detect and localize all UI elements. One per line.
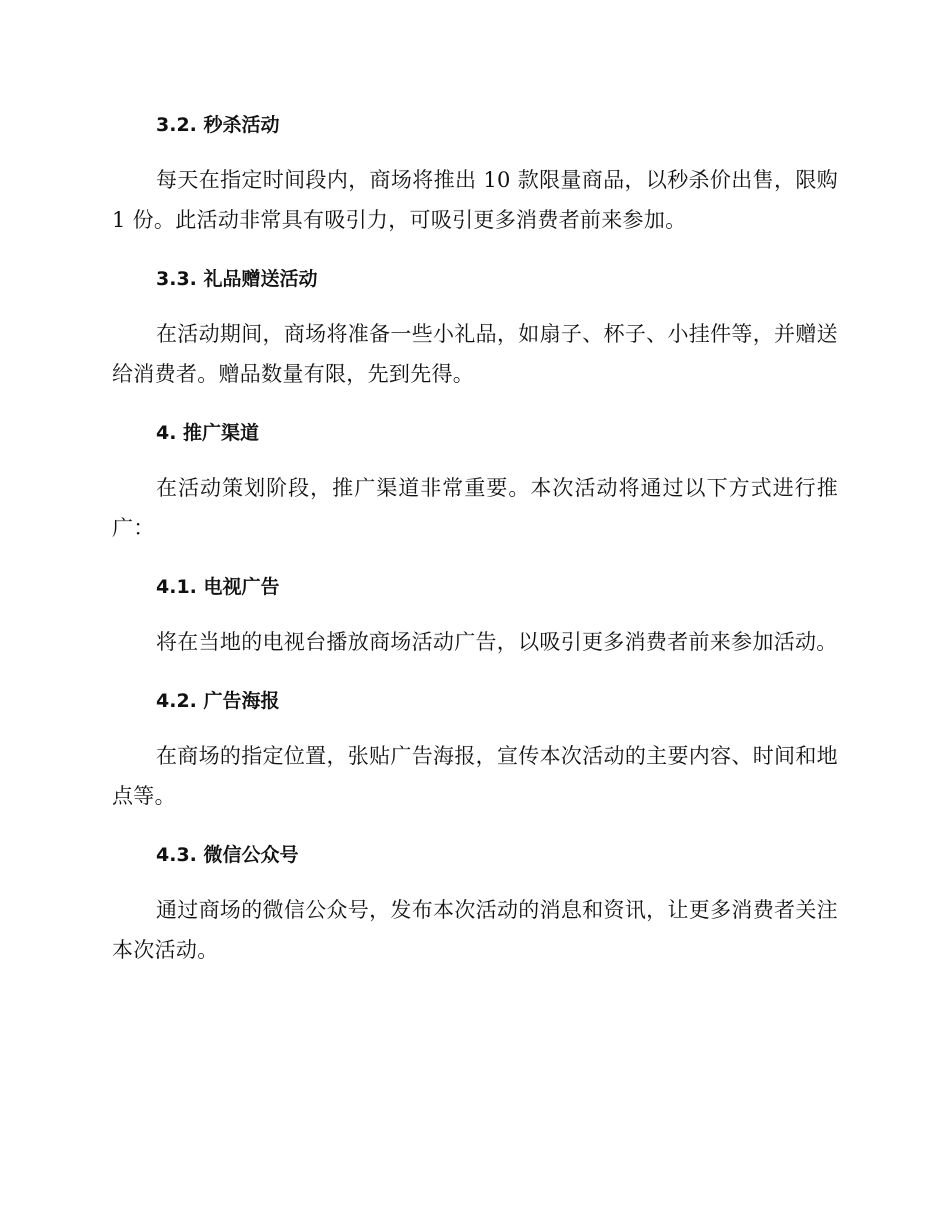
- section-posters: [112, 684, 838, 816]
- section-paragraph: 在商场的指定位置，张贴广告海报，宣传本次活动的主要内容、时间和地点等。: [112, 744, 838, 808]
- section-gift: [112, 262, 838, 394]
- section-paragraph: 每天在指定时间段内，商场将推出 10 款限量商品，以秒杀价出售，限购 1 份。此活动非常具有吸引力，可吸引更多消费者前来参加。: [112, 168, 838, 232]
- section-heading: 4. 推广渠道: [156, 422, 260, 444]
- section-paragraph: 在活动策划阶段，推广渠道非常重要。本次活动将通过以下方式进行推广：: [112, 476, 838, 540]
- section-heading: 4.3. 微信公众号: [156, 844, 299, 866]
- section-paragraph: 在活动期间，商场将准备一些小礼品，如扇子、杯子、小挂件等，并赠送给消费者。赠品数量有限，先到先得。: [112, 322, 838, 386]
- section-wechat: [112, 838, 838, 970]
- section-tv-ads: [112, 570, 838, 662]
- section-seckill: [112, 108, 838, 240]
- section-promotion-channels: [112, 416, 838, 548]
- section-heading: 3.3. 礼品赠送活动: [156, 268, 318, 290]
- section-heading: 4.2. 广告海报: [156, 690, 280, 712]
- section-heading: 3.2. 秒杀活动: [156, 114, 280, 136]
- section-paragraph: 通过商场的微信公众号，发布本次活动的消息和资讯，让更多消费者关注本次活动。: [112, 898, 838, 962]
- section-heading: 4.1. 电视广告: [156, 576, 280, 598]
- section-paragraph: 将在当地的电视台播放商场活动广告，以吸引更多消费者前来参加活动。: [156, 630, 838, 654]
